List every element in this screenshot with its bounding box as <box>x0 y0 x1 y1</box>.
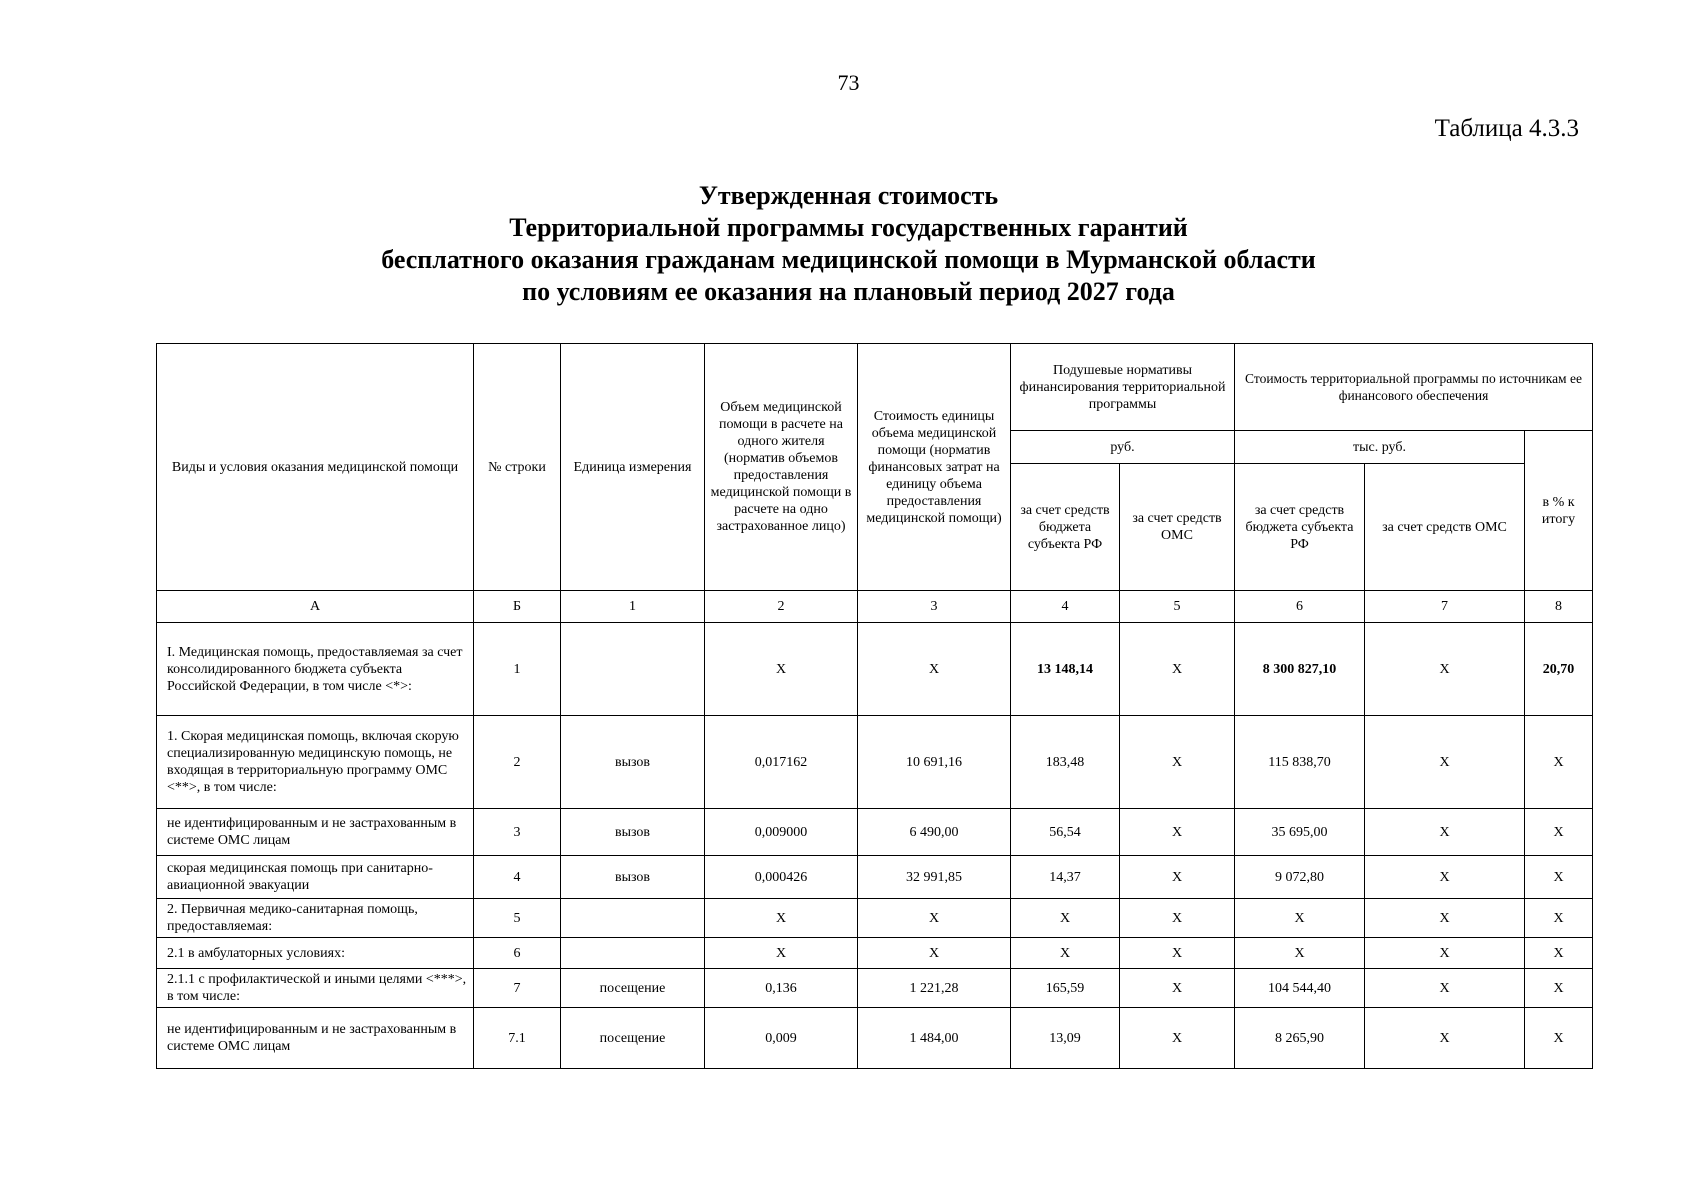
table-id: Таблица 4.3.3 <box>1434 115 1579 142</box>
row-number: 3 <box>474 809 561 856</box>
column-number: 6 <box>1235 591 1365 623</box>
row-volume: 0,017162 <box>705 716 858 809</box>
table-row <box>157 969 1593 1008</box>
row-volume: X <box>705 938 858 969</box>
row-pc-oms: X <box>1120 809 1235 856</box>
row-pc-budget: 165,59 <box>1011 969 1120 1008</box>
row-unit-cost: 1 484,00 <box>858 1008 1011 1069</box>
row-tc-budget: 8 300 827,10 <box>1235 623 1365 716</box>
header-volume: Объем медицинской помощи в расчете на одного жителя (норматив объемов предоставления медицинской помощи в расчете на одно застрахованное лицо) <box>705 344 858 591</box>
page-number: 73 <box>837 70 860 95</box>
row-tc-oms: X <box>1365 969 1525 1008</box>
header-row-no: № строки <box>474 344 561 591</box>
table-row <box>157 716 1593 809</box>
column-number: 2 <box>705 591 858 623</box>
row-name: 1. Скорая медицинская помощь, включая скорую специализированную медицинскую помощь, не входящая в территориальную программу ОМС <**>, в том числе: <box>157 716 474 809</box>
column-number: А <box>157 591 474 623</box>
row-number: 2 <box>474 716 561 809</box>
row-percent: 20,70 <box>1525 623 1593 716</box>
row-pc-oms: X <box>1120 1008 1235 1069</box>
cost-table <box>156 343 1593 1069</box>
row-pc-oms: X <box>1120 716 1235 809</box>
row-percent: X <box>1525 856 1593 899</box>
row-percent: X <box>1525 938 1593 969</box>
header-pc-budget: за счет средств бюджета субъекта РФ <box>1011 464 1120 591</box>
row-pc-budget: X <box>1011 938 1120 969</box>
row-pc-budget: X <box>1011 899 1120 938</box>
table-row <box>157 899 1593 938</box>
row-number: 1 <box>474 623 561 716</box>
row-unit-cost: X <box>858 899 1011 938</box>
row-number: 6 <box>474 938 561 969</box>
header-pc-oms: за счет средств ОМС <box>1120 464 1235 591</box>
row-volume: 0,009000 <box>705 809 858 856</box>
title-line: бесплатного оказания гражданам медицинской помощи в Мурманской области <box>381 245 1316 274</box>
row-tc-oms: X <box>1365 856 1525 899</box>
row-pc-oms: X <box>1120 969 1235 1008</box>
row-pc-oms: X <box>1120 856 1235 899</box>
row-unit-cost: 10 691,16 <box>858 716 1011 809</box>
row-volume: 0,136 <box>705 969 858 1008</box>
title-line: Утвержденная стоимость <box>698 181 999 210</box>
header-tc-oms: за счет средств ОМС <box>1365 464 1525 591</box>
row-pc-oms: X <box>1120 938 1235 969</box>
row-percent: X <box>1525 969 1593 1008</box>
row-percent: X <box>1525 899 1593 938</box>
title-line: по условиям ее оказания на плановый период 2027 года <box>522 277 1175 306</box>
row-pc-budget: 183,48 <box>1011 716 1120 809</box>
row-tc-budget: 9 072,80 <box>1235 856 1365 899</box>
row-number: 7.1 <box>474 1008 561 1069</box>
row-volume: 0,000426 <box>705 856 858 899</box>
row-pc-budget: 14,37 <box>1011 856 1120 899</box>
row-tc-oms: X <box>1365 899 1525 938</box>
header-unit: Единица измерения <box>561 344 705 591</box>
row-unit: вызов <box>561 716 705 809</box>
row-unit <box>561 938 705 969</box>
row-unit: вызов <box>561 809 705 856</box>
header-rub: руб. <box>1011 431 1235 464</box>
row-unit-cost: 32 991,85 <box>858 856 1011 899</box>
row-tc-budget: 8 265,90 <box>1235 1008 1365 1069</box>
row-unit: посещение <box>561 1008 705 1069</box>
column-number: 7 <box>1365 591 1525 623</box>
row-percent: X <box>1525 716 1593 809</box>
table-row <box>157 938 1593 969</box>
table-row <box>157 1008 1593 1069</box>
row-name: скорая медицинская помощь при санитарно-авиационной эвакуации <box>157 856 474 899</box>
title-line: Территориальной программы государственных гарантий <box>509 213 1188 242</box>
row-tc-budget: X <box>1235 899 1365 938</box>
column-number: Б <box>474 591 561 623</box>
row-unit-cost: X <box>858 938 1011 969</box>
row-name: не идентифицированным и не застрахованным в системе ОМС лицам <box>157 1008 474 1069</box>
row-name: не идентифицированным и не застрахованным в системе ОМС лицам <box>157 809 474 856</box>
header-type: Виды и условия оказания медицинской помощи <box>157 344 474 591</box>
row-name: I. Медицинская помощь, предоставляемая за счет консолидированного бюджета субъекта Российской Федерации, в том числе <*>: <box>157 623 474 716</box>
row-pc-budget: 13 148,14 <box>1011 623 1120 716</box>
header-percent: в % к итогу <box>1525 431 1593 591</box>
row-unit-cost: 1 221,28 <box>858 969 1011 1008</box>
row-name: 2.1.1 с профилактической и иными целями <***>, в том числе: <box>157 969 474 1008</box>
row-tc-oms: X <box>1365 623 1525 716</box>
row-name: 2. Первичная медико-санитарная помощь, предоставляемая: <box>157 899 474 938</box>
row-pc-oms: X <box>1120 899 1235 938</box>
header-unit-cost: Стоимость единицы объема медицинской помощи (норматив финансовых затрат на единицу объема предоставления медицинской помощи) <box>858 344 1011 591</box>
row-unit <box>561 623 705 716</box>
row-unit: вызов <box>561 856 705 899</box>
row-percent: X <box>1525 1008 1593 1069</box>
row-number: 7 <box>474 969 561 1008</box>
row-number: 4 <box>474 856 561 899</box>
row-name: 2.1 в амбулаторных условиях: <box>157 938 474 969</box>
header-per-capita: Подушевые нормативы финансирования территориальной программы <box>1011 344 1235 431</box>
header-program-cost: Стоимость территориальной программы по источникам ее финансового обеспечения <box>1235 344 1593 431</box>
column-number: 4 <box>1011 591 1120 623</box>
row-tc-budget: 35 695,00 <box>1235 809 1365 856</box>
row-pc-budget: 13,09 <box>1011 1008 1120 1069</box>
row-tc-budget: 115 838,70 <box>1235 716 1365 809</box>
column-numbers-row <box>157 591 1593 623</box>
row-tc-oms: X <box>1365 1008 1525 1069</box>
row-unit: посещение <box>561 969 705 1008</box>
header-tc-budget: за счет средств бюджета субъекта РФ <box>1235 464 1365 591</box>
row-volume: X <box>705 623 858 716</box>
table-row <box>157 623 1593 716</box>
row-unit <box>561 899 705 938</box>
column-number: 3 <box>858 591 1011 623</box>
row-number: 5 <box>474 899 561 938</box>
row-percent: X <box>1525 809 1593 856</box>
row-volume: 0,009 <box>705 1008 858 1069</box>
row-unit-cost: X <box>858 623 1011 716</box>
header-thous-rub: тыс. руб. <box>1235 431 1525 464</box>
row-tc-budget: 104 544,40 <box>1235 969 1365 1008</box>
column-number: 5 <box>1120 591 1235 623</box>
row-tc-oms: X <box>1365 809 1525 856</box>
row-pc-budget: 56,54 <box>1011 809 1120 856</box>
row-unit-cost: 6 490,00 <box>858 809 1011 856</box>
document-title <box>0 180 1697 308</box>
column-number: 1 <box>561 591 705 623</box>
row-tc-oms: X <box>1365 716 1525 809</box>
row-pc-oms: X <box>1120 623 1235 716</box>
row-tc-oms: X <box>1365 938 1525 969</box>
table-row <box>157 809 1593 856</box>
row-volume: X <box>705 899 858 938</box>
column-number: 8 <box>1525 591 1593 623</box>
row-tc-budget: X <box>1235 938 1365 969</box>
table-row <box>157 856 1593 899</box>
